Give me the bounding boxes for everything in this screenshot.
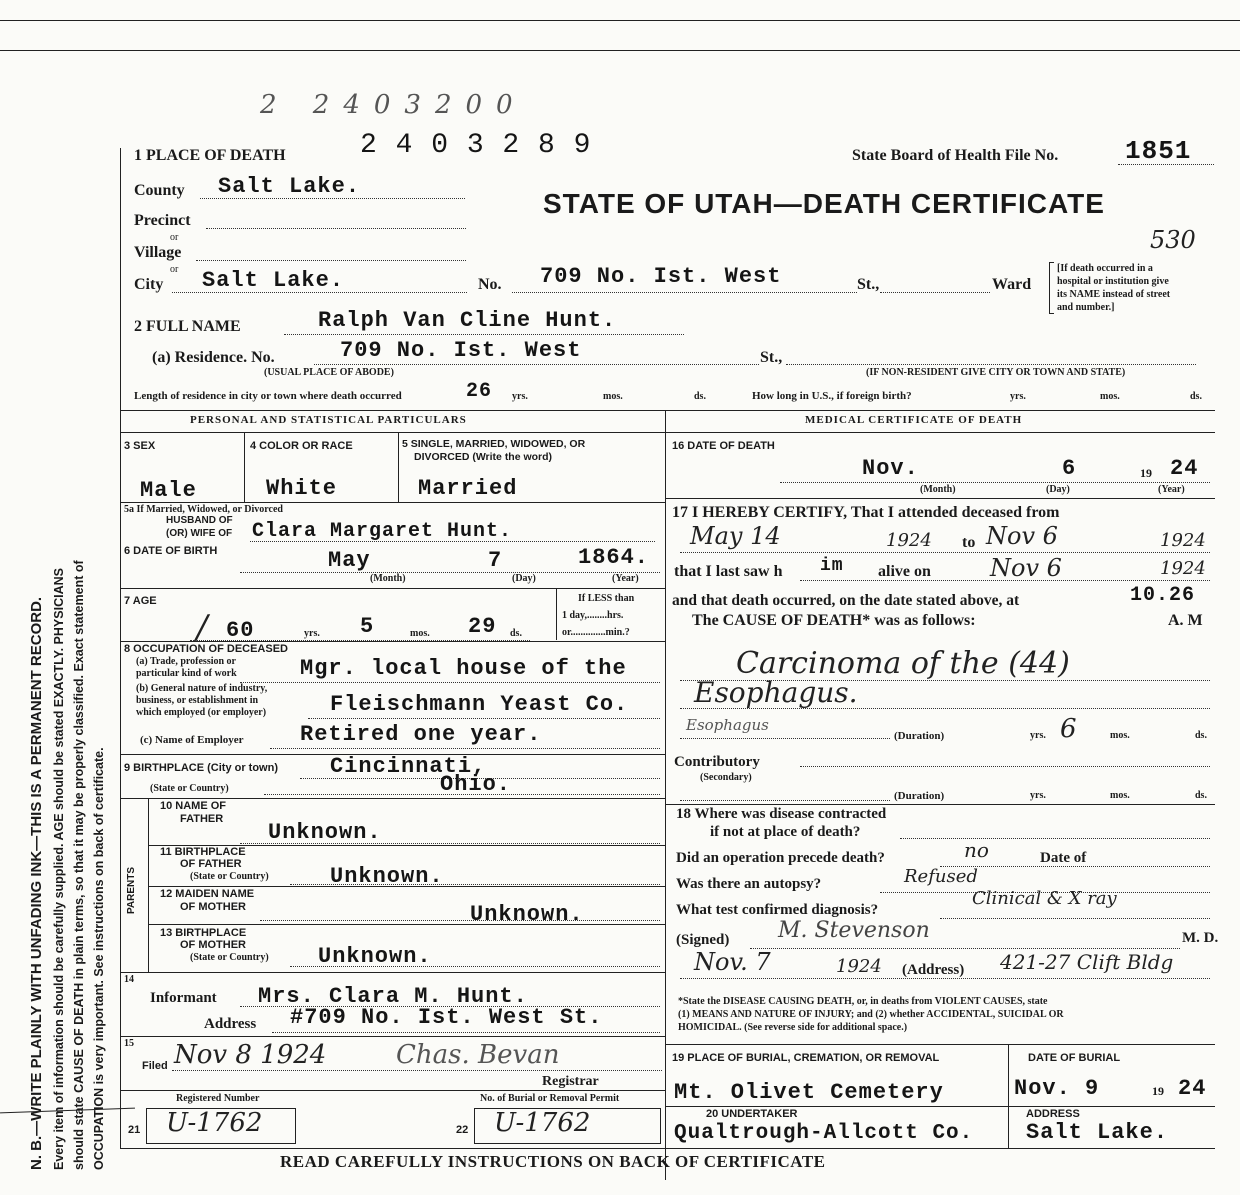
age-label: 7 AGE — [124, 595, 157, 607]
hospital-note-2: hospital or institution give — [1057, 276, 1169, 287]
death-time: 10.26 — [1130, 584, 1196, 607]
top-scrawl: 2 2403200 — [260, 90, 527, 120]
physician-address-label: (Address) — [902, 962, 965, 978]
us-yrs: yrs. — [1010, 391, 1026, 402]
duration-yrs: yrs. — [1030, 730, 1046, 741]
alive-on-year: 1924 — [1160, 558, 1206, 579]
occupation-b-value: Fleischmann Yeast Co. — [330, 692, 629, 717]
occupation-a-label-1: (a) Trade, profession or — [136, 656, 236, 667]
village-label: Village — [134, 244, 182, 261]
side-instruction-line-1: N. B.—WRITE PLAINLY WITH UNFADING INK—THIS IS A PERMANENT RECORD. — [28, 596, 45, 1170]
employer-value: Retired one year. — [300, 722, 542, 747]
where-contracted-label-2: if not at place of death? — [710, 824, 861, 840]
undertaker-address-label: ADDRESS — [1026, 1108, 1080, 1120]
sign-date: Nov. 7 — [694, 948, 771, 976]
mother-birthplace-value: Unknown. — [318, 944, 432, 969]
death-month-caption: (Month) — [920, 484, 956, 495]
less-than-label-2: 1 day,........hrs. — [562, 610, 624, 621]
occupation-label: 8 OCCUPATION OF DECEASED — [124, 643, 288, 655]
contributory-label: Contributory — [674, 754, 760, 770]
mother-value: Unknown. — [470, 902, 584, 927]
duration-label-2: (Duration) — [894, 790, 945, 802]
mother-name-label-2: OF MOTHER — [180, 901, 246, 913]
occupation-b-label-2: business, or establishment in — [136, 695, 259, 706]
county-value: Salt Lake. — [218, 174, 361, 199]
attended-to-year: 1924 — [1160, 530, 1206, 551]
age-yrs-label: yrs. — [304, 628, 320, 639]
marital-value: Married — [418, 476, 518, 501]
dob-day: 7 — [488, 548, 503, 573]
hospital-note-3: its NAME instead of street — [1057, 289, 1171, 300]
duration-value: 6 — [1060, 714, 1077, 744]
certificate-title: STATE OF UTAH—DEATH CERTIFICATE — [543, 188, 1105, 219]
mother-birthplace-label-2: OF MOTHER — [180, 939, 246, 951]
autopsy-label: Was there an autopsy? — [676, 876, 822, 892]
length-years-value: 26 — [466, 380, 493, 403]
less-than-label-3: or..............min.? — [562, 627, 630, 638]
father-value: Unknown. — [268, 820, 382, 845]
top-border-line-2 — [0, 50, 1240, 51]
dob-year: 1864. — [578, 545, 650, 570]
or-label-1: or — [170, 232, 179, 243]
cause-note-3: HOMICIDAL. (See reverse side for additional space.) — [678, 1022, 908, 1033]
dob-month-caption: (Month) — [370, 573, 406, 584]
undertaker-address-value: Salt Lake. — [1026, 1120, 1169, 1145]
date-of-birth-label: 6 DATE OF BIRTH — [124, 545, 218, 557]
residence-label: (a) Residence. No. — [152, 349, 275, 366]
cause-line-3: Esophagus — [686, 716, 769, 734]
registered-number-value: U-1762 — [166, 1108, 263, 1138]
undertaker-label: 20 UNDERTAKER — [706, 1108, 798, 1120]
physician-address: 421-27 Clift Bldg — [1000, 950, 1174, 974]
length-of-residence-label: Length of residence in city or town where death occurred — [134, 390, 402, 402]
father-birthplace-value: Unknown. — [330, 864, 444, 889]
undertaker-value: Qualtrough-Allcott Co. — [674, 1122, 974, 1145]
duration-ds-2: ds. — [1195, 790, 1207, 801]
attended-from-year: 1924 — [886, 530, 932, 551]
footer-instructions: READ CAREFULLY INSTRUCTIONS ON BACK OF CERTIFICATE — [280, 1152, 826, 1171]
filed-date: Nov 8 1924 — [174, 1040, 327, 1070]
filed-label: Filed — [142, 1060, 168, 1072]
usual-place-caption: (USUAL PLACE OF ABODE) — [264, 367, 394, 378]
employer-label: (c) Name of Employer — [140, 734, 244, 746]
secondary-label: (Secondary) — [700, 772, 752, 783]
section-top-line — [120, 410, 1215, 411]
top-border-line — [0, 20, 1240, 21]
last-saw-him: im — [820, 556, 844, 576]
operation-value: no — [964, 838, 989, 862]
duration-yrs-2: yrs. — [1030, 790, 1046, 801]
permit-number-value: U-1762 — [494, 1108, 591, 1138]
certificate-number: 2 4 0 3 2 8 9 — [360, 130, 592, 161]
father-birthplace-label-3: (State or Country) — [190, 871, 269, 882]
race-label: 4 COLOR OR RACE — [250, 440, 353, 452]
st-label: St., — [857, 276, 880, 293]
informant-value: Mrs. Clara M. Hunt. — [258, 984, 528, 1009]
father-name-label-2: FATHER — [180, 813, 224, 825]
registered-number-label: Registered Number — [176, 1093, 260, 1104]
registered-number-prefix: 21 — [128, 1124, 141, 1136]
father-birthplace-label-1: 11 BIRTHPLACE — [160, 846, 246, 858]
death-year-caption: (Year) — [1158, 484, 1185, 495]
burial-year: 24 — [1178, 1076, 1207, 1101]
birthplace-state: Ohio. — [440, 772, 512, 797]
duration-mos-2: mos. — [1110, 790, 1130, 801]
age-ds-label: ds. — [510, 628, 522, 639]
dob-year-caption: (Year) — [612, 573, 639, 584]
test-value: Clinical & X ray — [972, 888, 1117, 909]
medical-section-title: MEDICAL CERTIFICATE OF DEATH — [805, 414, 1023, 426]
am-label: A. M — [1168, 612, 1203, 629]
father-birthplace-label-2: OF FATHER — [180, 858, 242, 870]
sex-label: 3 SEX — [124, 440, 156, 452]
age-days: 29 — [468, 614, 497, 639]
father-name-label-1: 10 NAME OF — [160, 800, 227, 812]
file-no-label: State Board of Health File No. — [852, 147, 1059, 164]
birthplace-label: 9 BIRTHPLACE (City or town) — [124, 762, 278, 774]
operation-label: Did an operation precede death? — [676, 850, 885, 866]
personal-section-title: PERSONAL AND STATISTICAL PARTICULARS — [190, 414, 467, 426]
age-months: 5 — [360, 614, 375, 639]
to-label: to — [962, 534, 976, 551]
field-14-number: 14 — [124, 974, 134, 985]
marital-label-2: DIVORCED (Write the word) — [414, 451, 553, 463]
burial-place-value: Mt. Olivet Cemetery — [674, 1080, 944, 1105]
cause-line-2: Esophagus. — [694, 676, 858, 709]
side-instruction-line-3: should state CAUSE OF DEATH in plain terms, so that it may be properly classified. Exact statement of — [72, 560, 86, 1170]
spouse-label-1: 5a If Married, Widowed, or Divorced — [124, 504, 283, 515]
autopsy-value: Refused — [904, 866, 978, 887]
hospital-note-1: [If death occurred in a — [1057, 263, 1153, 274]
age-mos-label: mos. — [410, 628, 430, 639]
parents-label: PARENTS — [126, 866, 137, 914]
margin-number: 530 — [1150, 226, 1196, 254]
alive-on-date: Nov 6 — [990, 554, 1062, 582]
burial-place-label: 19 PLACE OF BURIAL, CREMATION, OR REMOVAL — [672, 1052, 940, 1064]
physician-signature: M. Stevenson — [778, 918, 930, 943]
marital-label-1: 5 SINGLE, MARRIED, WIDOWED, OR — [402, 438, 586, 450]
occupation-b-label-1: (b) General nature of industry, — [136, 683, 268, 694]
occupation-a-value: Mgr. local house of the — [300, 656, 627, 681]
attended-from: May 14 — [690, 522, 781, 550]
mother-birthplace-label-1: 13 BIRTHPLACE — [160, 927, 247, 939]
place-of-death-label: 1 PLACE OF DEATH — [134, 147, 286, 164]
street-no-label: No. — [478, 276, 502, 293]
less-than-label-1: If LESS than — [578, 593, 635, 604]
death-day-caption: (Day) — [1046, 484, 1070, 495]
duration-label-1: (Duration) — [894, 730, 945, 742]
cause-of-death-label: The CAUSE OF DEATH* was as follows: — [692, 612, 976, 629]
permit-number-prefix: 22 — [456, 1124, 469, 1136]
mother-name-label-1: 12 MAIDEN NAME — [160, 888, 255, 900]
where-contracted-label-1: 18 Where was disease contracted — [676, 806, 887, 822]
street-value: 709 No. Ist. West — [540, 264, 782, 289]
certify-label: 17 I HEREBY CERTIFY, That I attended deceased from — [672, 504, 1060, 521]
dob-month: May — [328, 548, 371, 573]
precinct-label: Precinct — [134, 212, 191, 229]
us-ds: ds. — [1190, 391, 1202, 402]
informant-address-label: Address — [204, 1016, 257, 1032]
death-day: 6 — [1062, 456, 1077, 481]
county-label: County — [134, 182, 185, 199]
state-country-caption: (State or Country) — [150, 783, 229, 794]
md-label: M. D. — [1182, 930, 1219, 946]
hospital-note-4: and number.] — [1057, 302, 1115, 313]
test-label: What test confirmed diagnosis? — [676, 902, 879, 918]
burial-date-value: Nov. 9 — [1014, 1076, 1100, 1101]
date-of-death-label: 16 DATE OF DEATH — [672, 440, 775, 452]
field-15-number: 15 — [124, 1038, 134, 1049]
burial-date-label: DATE OF BURIAL — [1028, 1052, 1121, 1064]
last-saw-label: that I last saw h — [674, 563, 783, 580]
side-instruction-line-2: Every item of information should be carefully supplied. AGE should be stated EXACTLY. PHYSICIANS — [52, 568, 66, 1170]
duration-mos: mos. — [1110, 730, 1130, 741]
spouse-label-2: HUSBAND OF — [166, 515, 233, 526]
registrar-signature: Chas. Bevan — [396, 1040, 560, 1070]
cause-note-2: (1) MEANS AND NATURE OF INJURY; and (2) whether ACCIDENTAL, SUICIDAL OR — [678, 1009, 1064, 1020]
birthplace-city: Cincinnati, — [330, 754, 487, 779]
occupation-b-label-3: which employed (or employer) — [136, 707, 267, 718]
spouse-label-3: (OR) WIFE OF — [166, 528, 233, 539]
informant-label: Informant — [150, 990, 217, 1006]
side-instruction-line-4: OCCUPATION is very important. See instructions on back of certificate. — [92, 747, 106, 1170]
attended-to: Nov 6 — [986, 522, 1058, 550]
mother-birthplace-label-3: (State or Country) — [190, 952, 269, 963]
residence-value: 709 No. Ist. West — [340, 338, 582, 363]
length-yrs: yrs. — [512, 391, 528, 402]
death-occurred-label: and that death occurred, on the date stated above, at — [672, 592, 1020, 609]
file-number: 1851 — [1125, 136, 1192, 166]
alive-on-label: alive on — [878, 563, 931, 580]
race-value: White — [266, 476, 338, 501]
cause-note-1: *State the DISEASE CAUSING DEATH, or, in deaths from VIOLENT CAUSES, state — [678, 996, 1048, 1007]
column-divider — [665, 410, 666, 1180]
length-mos: mos. — [603, 391, 623, 402]
us-mos: mos. — [1100, 391, 1120, 402]
burial-year-prefix: 19 — [1152, 1084, 1164, 1098]
permit-number-label: No. of Burial or Removal Permit — [480, 1093, 620, 1104]
city-value: Salt Lake. — [202, 268, 345, 293]
sign-year: 1924 — [836, 956, 882, 977]
residence-st-label: St., — [760, 349, 783, 366]
informant-address-value: #709 No. Ist. West St. — [290, 1005, 603, 1030]
cause-line-1: Carcinoma of the (44) — [736, 646, 1070, 681]
foreign-birth-label: How long in U.S., if foreign birth? — [752, 390, 912, 402]
full-name-value: Ralph Van Cline Hunt. — [318, 308, 617, 333]
full-name-label: 2 FULL NAME — [134, 318, 241, 335]
signed-label: (Signed) — [676, 932, 730, 948]
death-year-prefix: 19 — [1140, 466, 1152, 480]
city-label: City — [134, 276, 164, 293]
sex-value: Male — [140, 478, 197, 503]
death-year: 24 — [1170, 456, 1199, 481]
length-ds: ds. — [694, 391, 706, 402]
dob-day-caption: (Day) — [512, 573, 536, 584]
death-month: Nov. — [862, 456, 919, 481]
nonresident-caption: (IF NON-RESIDENT GIVE CITY OR TOWN AND STATE) — [866, 367, 1126, 378]
form-left-border — [120, 148, 121, 1148]
date-of-label: Date of — [1040, 850, 1087, 866]
spouse-value: Clara Margaret Hunt. — [252, 520, 513, 543]
age-years: 60 — [226, 618, 255, 643]
ward-label: Ward — [992, 276, 1032, 293]
or-label-2: or — [170, 264, 179, 275]
age-mark: / — [196, 608, 208, 648]
occupation-a-label-2: particular kind of work — [136, 668, 237, 679]
duration-ds: ds. — [1195, 730, 1207, 741]
registrar-label: Registrar — [542, 1074, 599, 1089]
